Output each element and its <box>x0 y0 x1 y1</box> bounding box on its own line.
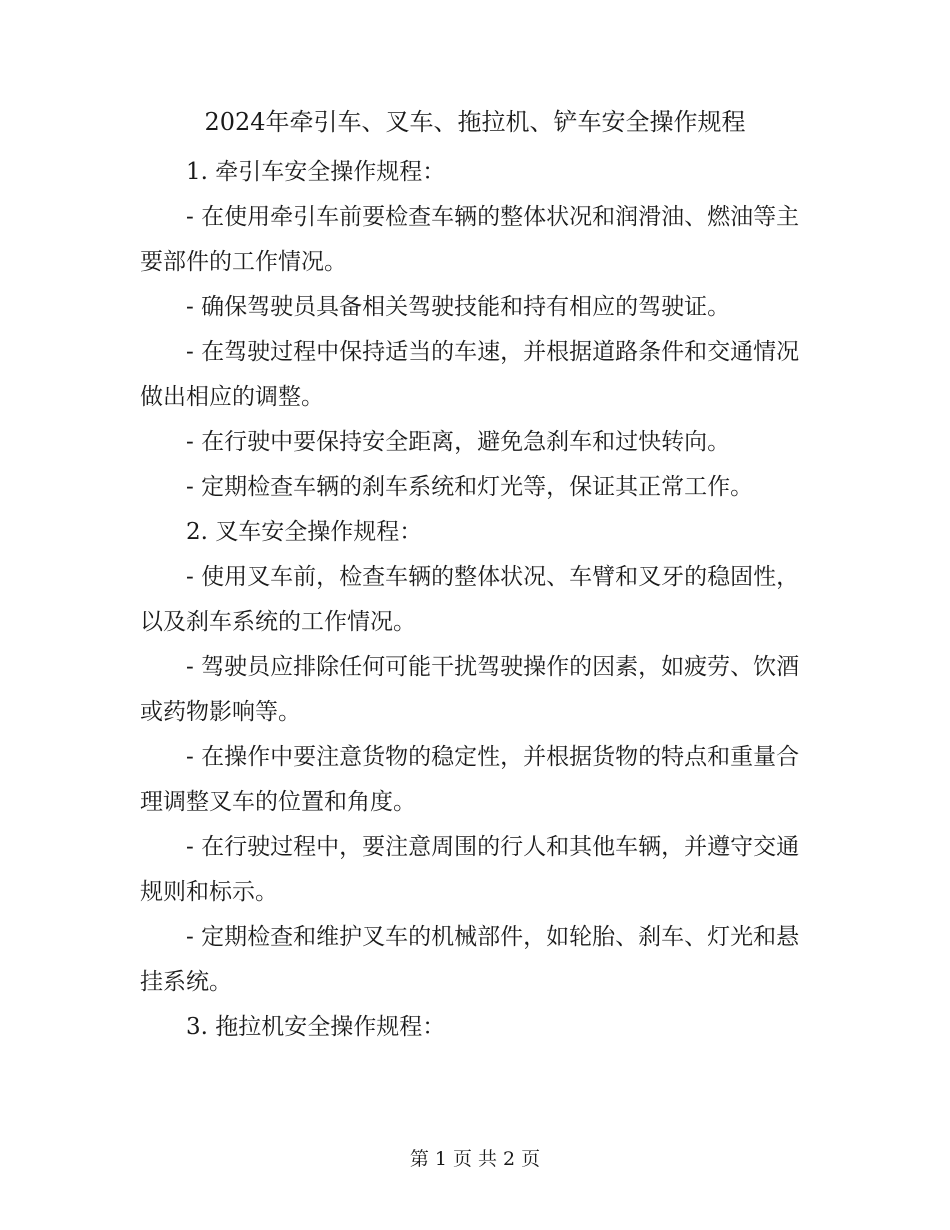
paragraph: - 驾驶员应排除任何可能干扰驾驶操作的因素，如疲劳、饮酒或药物影响等。 <box>140 654 800 725</box>
document-title: 2024年牵引车、叉车、拖拉机、铲车安全操作规程 <box>204 108 746 136</box>
paragraph: - 使用叉车前，检查车辆的整体状况、车臂和叉牙的稳固性，以及刹车系统的工作情况。 <box>140 564 800 635</box>
paragraph: - 确保驾驶员具备相关驾驶技能和持有相应的驾驶证。 <box>186 294 731 320</box>
document-body <box>140 150 812 1050</box>
paragraph: - 在使用牵引车前要检查车辆的整体状况和润滑油、燃油等主要部件的工作情况。 <box>140 204 800 275</box>
paragraph: - 定期检查车辆的刹车系统和灯光等，保证其正常工作。 <box>186 474 754 500</box>
paragraph: - 在操作中要注意货物的稳定性，并根据货物的特点和重量合理调整叉车的位置和角度。 <box>140 744 800 815</box>
paragraph: - 在行驶过程中，要注意周围的行人和其他车辆，并遵守交通规则和标示。 <box>140 834 800 905</box>
paragraph: - 在行驶中要保持安全距离，避免急刹车和过快转向。 <box>186 429 731 455</box>
section-heading: 3. 拖拉机安全操作规程： <box>186 1014 446 1040</box>
paragraph: - 定期检查和维护叉车的机械部件，如轮胎、刹车、灯光和悬挂系统。 <box>140 924 800 995</box>
section-heading: 2. 叉车安全操作规程： <box>186 519 423 545</box>
section-heading: 1. 牵引车安全操作规程： <box>186 159 446 185</box>
page-footer: 第 1 页 共 2 页 <box>409 1148 541 1170</box>
paragraph: - 在驾驶过程中保持适当的车速，并根据道路条件和交通情况做出相应的调整。 <box>140 339 800 410</box>
